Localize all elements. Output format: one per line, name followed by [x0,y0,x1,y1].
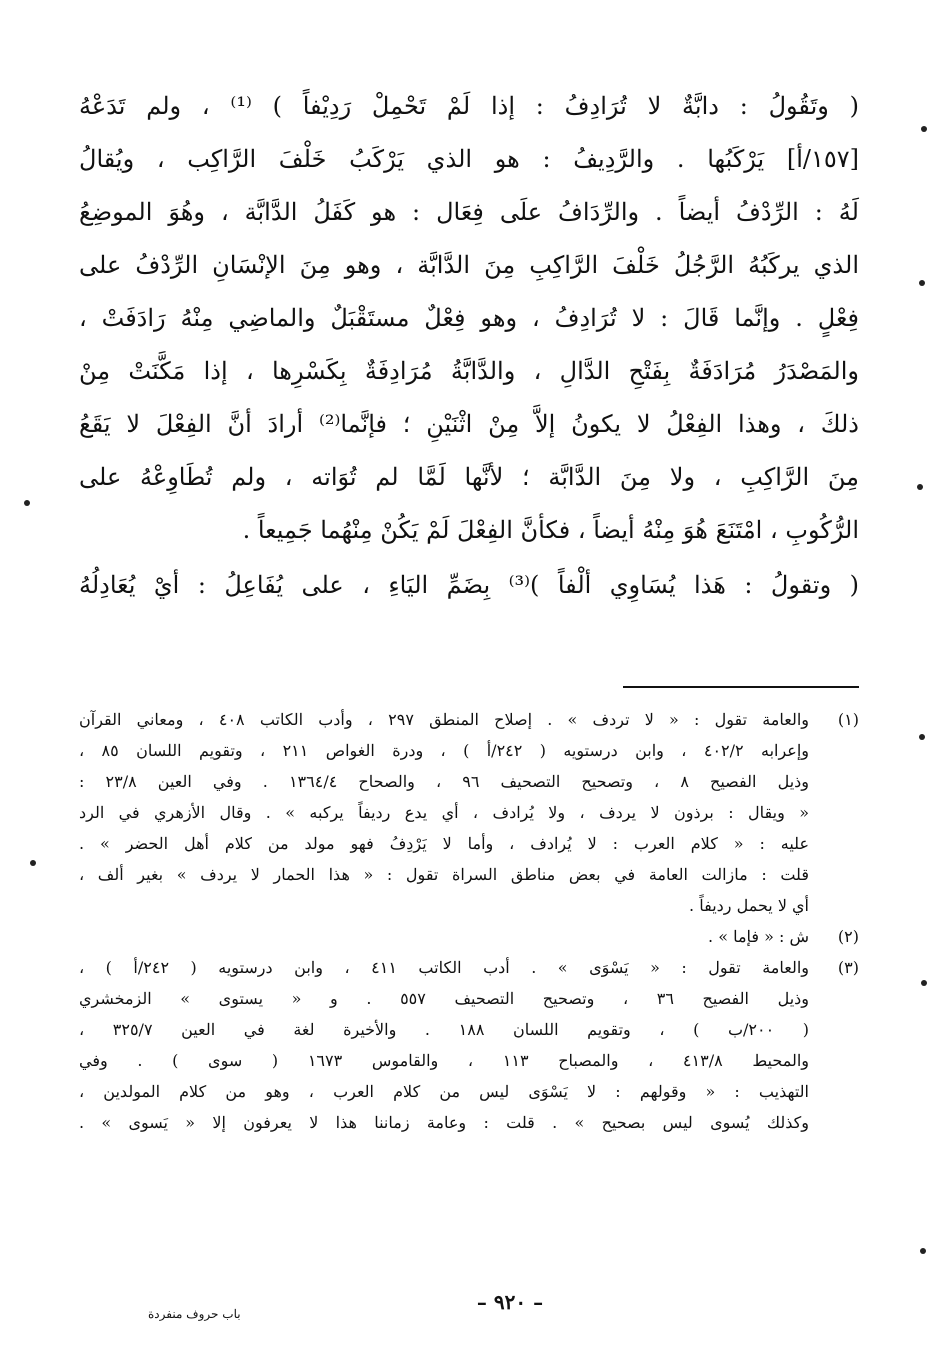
scan-speck [30,860,36,866]
main-line: مِنَ الرَّاكِبِ ، ولا مِنَ الدَّابَّة ؛ لأنَّها لَمَّا لم تُوَاته ، ولم تُطَاوِعْهُ على [79,463,859,491]
footnote-line: والمحيط ٤١٣/٨ ، والمصباح ١١٣ ، والقاموس ١٦٧٣ ( سوى ) . وفي [79,1051,809,1070]
main-line: ( وتقولُ : هَذا يُسَاوِي ألْفاً )⁽³⁾ بِضَمِّ اليَاءِ ، على يُفَاعِلُ : أيْ يُعَادِلُهُ [79,571,860,599]
scan-speck [920,1248,926,1254]
footnote-number: (٢) [837,927,859,946]
scan-speck [921,126,927,132]
footnote-line: وذيل الفصيح ٣٦ ، وتصحيح التصحيف ٥٥٧ . و « يستوى » الزمخشري [79,989,810,1008]
scan-speck [919,280,925,286]
footnote-line: وإعرابه ٤٠٢/٢ ، وابن درستويه ( ٢٤٢/أ ) ، ودرة الغواص ٢١١ ، وتقويم اللسان ٨٥ ، [79,741,810,760]
footnote-line: والعامة تقول : « يَسْوَى » . أدب الكاتب ٤١١ ، وابن درستويه ( ٢٤٢/أ ) ، [79,958,810,977]
footnote-line: التهذيب : « وقولهم : لا يَسْوَى ليس من كلام العرب ، وهو من كلام المولدين ، [79,1082,809,1101]
footnote-number: (١) [837,710,859,729]
main-line: والمَصْدَرُ مُرَادَفَةٌ بِفَتْحِ الدَّالِ ، والدَّابَّةُ مُرَادِفَةٌ بِكَسْرِها ، إذا مَكَّنَتْ مِنْ [79,357,859,385]
scan-speck [919,734,925,740]
footnote-line: وكذلك يُسوى ليس بصحيح » . قلت : وعامة زماننا هذا لا يعرفون إلا « يَسوى » . [79,1113,809,1132]
footnote-separator [623,686,859,688]
footnote-2 [79,921,859,952]
main-line: [١٥٧/أ] يَرْكَبُها . والرَّدِيفُ : هو الذي يَرْكَبُ خَلْفَ الرَّاكِب ، ويُقالُ [79,145,859,173]
footnote-number: (٣) [837,958,859,977]
running-footer-title: باب حروف منفردة [148,1307,241,1321]
main-line: ذلكَ ، وهذا الفِعْلُ لا يكونُ إلاَّ مِنْ اثْنَيْنِ ؛ فإنَّما⁽²⁾ أرادَ أنَّ الفِعْلَ لا يَقَعُ [79,410,859,438]
main-line: ( وتَقُولُ : دابَّةٌ لا تُرَادِفُ : إذا لَمْ تَحْمِلْ رَدِيْفاً ) ⁽¹⁾ ، ولم تَدَعْهُ [79,92,859,120]
footnote-line: وذيل الفصيح ٨ ، وتصحيح التصحيف ٩٦ ، والصحاح ١٣٦٤/٤ . وفي العين ٢٣/٨ : [79,772,810,791]
footnote-3 [79,952,859,1138]
footnote-line: ش : « فإما » . [708,927,809,946]
main-line: الذي يركَبُهُ الرَّجُلُ خَلْفَ الرَّاكِبِ مِنَ الدَّابَّة ، وهو مِنَ الإنْسَانِ الرِّدْفُ على [79,251,859,279]
main-line: فِعْلٍ . وإنَّما قَالَ : لا تُرَادِفُ ، وهو فِعْلٌ مستَقْبَلٌ والماضِي مِنْهُ رَادَفَتْ ، [79,304,859,332]
footnote-line: والعامة تقول : « لا تردف » . إصلاح المنطق ٢٩٧ ، وأدب الكاتب ٤٠٨ ، ومعاني القرآن [79,710,810,729]
footnotes [79,704,859,1138]
footnote-line: عليه : « كلام العرب : لا يُرادف ، وأما لا يَرْدِفُ فهو مولد من كلام أهل الحضر » . [79,834,809,853]
scan-speck [921,980,927,986]
footnote-line: قلت : مازالت العامة في بعض مناطق السراة تقول : « هذا الحمار لا يردف » بغير ألف ، [79,865,809,884]
main-line: لَهُ : الرِّدْفُ أيضاً . والرِّدَافُ علَى فِعَال : هو كَفَلُ الدَّابَّة ، وهُوَ الموضِعُ [79,198,859,226]
scan-speck [917,484,923,490]
scan-speck [24,500,30,506]
footnote-line: أي لا يحمل رديفاً . [689,896,809,915]
main-line: الرُّكُوبِ ، امْتَنَعَ هُوَ مِنْهُ أيضاً ، فكأنَّ الفِعْلَ لَمْ يَكُنْ مِنْهُما جَمِيعاً . [242,516,859,544]
footnote-line: « ويقال : برذون لا يردف ، ولا يُرادف ، أي يدع رديفاً يركبه » . وقال الأزهري في الرد [79,803,809,822]
page-number: – ٩٢٠ – [476,1290,544,1314]
footnote-line: ( ٢٠٠/ب ) ، وتقويم اللسان ١٨٨ . والأخيرة لغة في العين ٣٢٥/٧ ، [79,1020,810,1039]
main-text [79,80,859,612]
footnote-1 [79,704,859,921]
